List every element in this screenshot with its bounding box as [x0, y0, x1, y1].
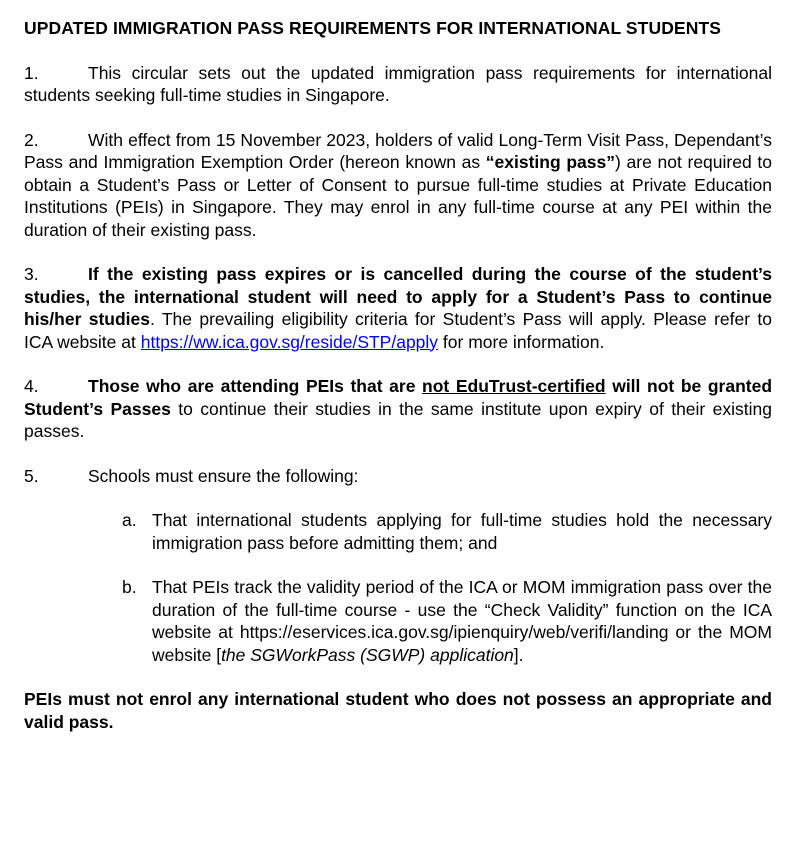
paragraph-number: 1.	[24, 62, 39, 83]
final-statement: PEIs must not enrol any international student who does not possess an appropriate and valid pass.	[24, 689, 772, 732]
paragraph-2-text-a: With effect from 15 November 2023, holders of valid Long-Term Visit Pass, Dependant’s Pass and Immigration Exemption Order (hereon known as	[24, 129, 772, 172]
paragraph-3-bold: If the existing pass expires or is cancelled during the course of the student’s studies, the international student will need to apply for a Student’s Pass to continue his/her studies	[24, 264, 772, 329]
paragraph-4	[24, 375, 772, 443]
paragraph-3	[24, 263, 772, 353]
paragraph-4-bold-b: will not be granted Student’s Passes	[24, 376, 773, 419]
paragraph-1-text: This circular sets out the updated immigration pass requirements for international students seeking full-time studies in Singapore.	[24, 62, 772, 105]
spacer	[24, 487, 772, 509]
paragraph-3-text-b: for more information.	[438, 331, 605, 352]
spacer	[24, 443, 772, 465]
sub-item-b	[24, 576, 772, 666]
spacer	[24, 353, 772, 375]
sub-item-a	[24, 509, 772, 554]
not-edutrust-certified: not EduTrust-certified	[422, 376, 606, 396]
sub-item-b-text-a: That PEIs track the validity period of the ICA or MOM immigration pass over the duration of the full-time course - use the “Check Validity” function on the ICA website at https://eservices.ica.gov.sg/ipienquiry/web/verifi/landing or the MOM website [	[152, 577, 772, 665]
paragraph-4-text: to continue their studies in the same institute upon expiry of their existing passes.	[24, 398, 773, 441]
spacer	[24, 554, 772, 576]
paragraph-5	[24, 465, 772, 488]
paragraph-2-text-b: ) are not required to obtain a Student’s Pass or Letter of Consent to pursue full-time studies at Private Education Institutions (PEIs) in Singapore. They may enrol in any full-time course at any PEI within the duration of their existing pass.	[24, 152, 772, 240]
paragraph-number: 3.	[24, 264, 39, 284]
spacer	[24, 107, 772, 129]
sgwp-application: the SGWorkPass (SGWP) application	[221, 644, 514, 665]
sub-item-a-text: That international students applying for full-time studies hold the necessary immigration pass before admitting them; and	[152, 510, 772, 553]
paragraph-2	[24, 129, 772, 242]
paragraph-number: 2.	[24, 129, 39, 150]
sub-item-b-text-b: ].	[513, 644, 524, 665]
paragraph-number: 5.	[24, 465, 39, 486]
spacer	[24, 40, 772, 62]
spacer	[24, 241, 772, 263]
paragraph-4-bold-a: Those who are attending PEIs that are	[88, 376, 423, 396]
paragraph-1	[24, 62, 772, 107]
paragraph-number: 4.	[24, 376, 39, 396]
ica-apply-link[interactable]: https://ww.ica.gov.sg/reside/STP/apply	[140, 331, 439, 352]
document-title: UPDATED IMMIGRATION PASS REQUIREMENTS FOR INTERNATIONAL STUDENTS	[24, 18, 722, 38]
existing-pass-term: “existing pass”	[485, 152, 615, 172]
sub-item-marker: a.	[122, 510, 137, 530]
paragraph-5-text: Schools must ensure the following:	[88, 465, 359, 486]
paragraph-3-text-a: . The prevailing eligibility criteria for Student’s Pass will apply. Please refer to ICA website at	[24, 309, 772, 352]
sub-item-marker: b.	[122, 577, 137, 597]
spacer	[24, 666, 772, 688]
